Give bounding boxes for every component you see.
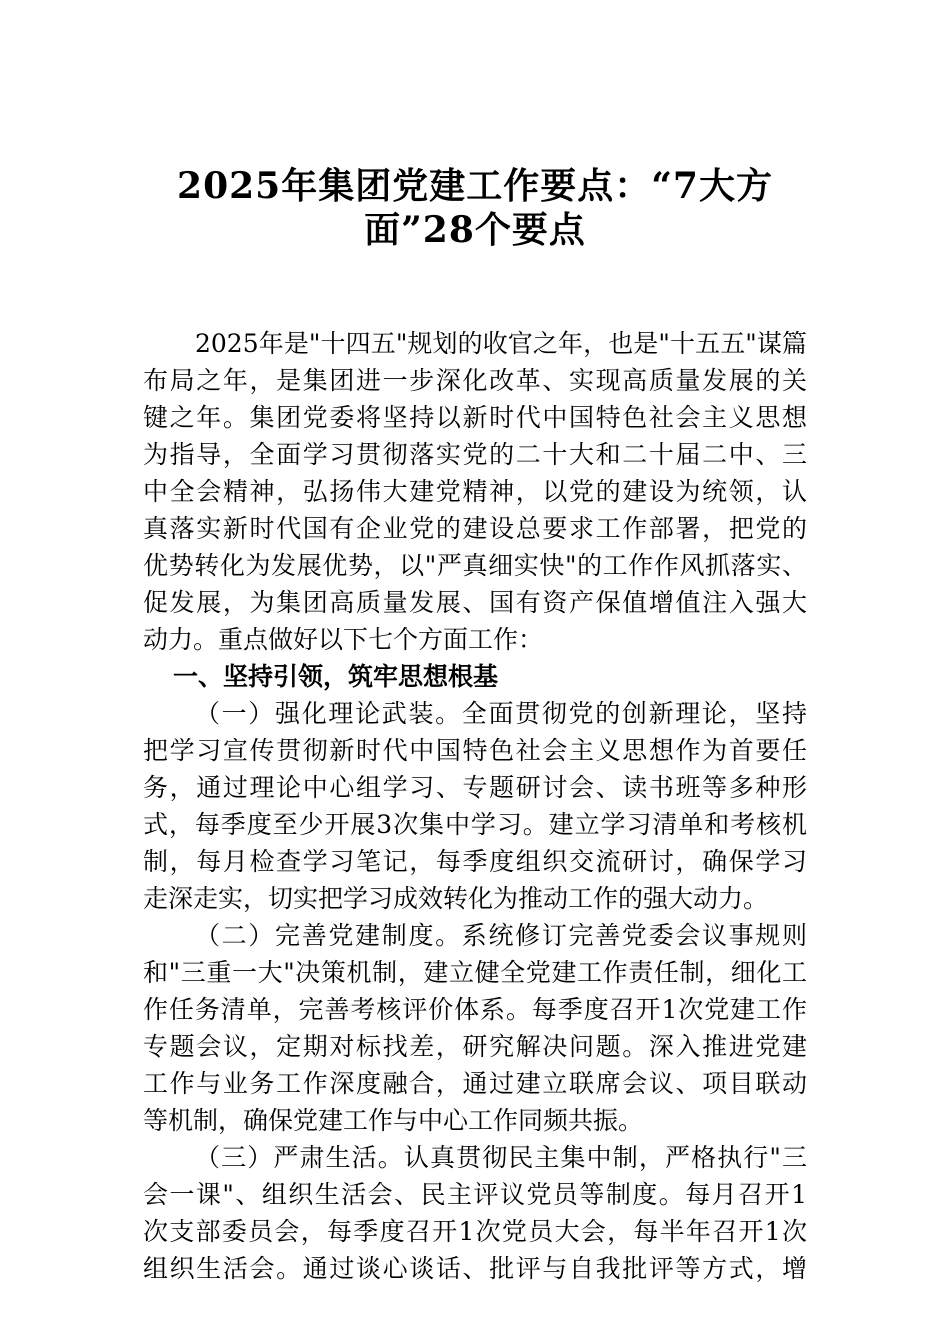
paragraph-line: 作任务清单，完善考核评价体系。每季度召开1次党建工作 bbox=[143, 995, 807, 1024]
paragraph-line: 键之年。集团党委将坚持以新时代中国特色社会主义思想 bbox=[143, 403, 807, 432]
paragraph-line: 专题会议，定期对标找差，研究解决问题。深入推进党建 bbox=[143, 1032, 807, 1061]
paragraph-line: 制，每月检查学习笔记，每季度组织交流研讨，确保学习 bbox=[143, 847, 807, 876]
paragraph-line: 走深走实，切实把学习成效转化为推动工作的强大动力。 bbox=[143, 884, 769, 913]
paragraph-line: 式，每季度至少开展3次集中学习。建立学习清单和考核机 bbox=[143, 810, 807, 839]
paragraph-line: 促发展，为集团高质量发展、国有资产保值增值注入强大 bbox=[143, 588, 807, 617]
document-title-line-1: 2025年集团党建工作要点：“7大方 bbox=[177, 165, 773, 207]
paragraph-line: 务，通过理论中心组学习、专题研讨会、读书班等多种形 bbox=[143, 773, 807, 802]
paragraph-line: 工作与业务工作深度融合，通过建立联席会议、项目联动 bbox=[143, 1069, 807, 1098]
paragraph-line: 中全会精神，弘扬伟大建党精神，以党的建设为统领，认 bbox=[143, 477, 807, 506]
paragraph-line: 动力。重点做好以下七个方面工作： bbox=[143, 625, 544, 654]
document-body bbox=[143, 325, 807, 1287]
paragraph-line: 布局之年，是集团进一步深化改革、实现高质量发展的关 bbox=[143, 366, 807, 395]
document-title-line-2: 面”28个要点 bbox=[364, 209, 586, 251]
paragraph-line: 把学习宣传贯彻新时代中国特色社会主义思想作为首要任 bbox=[143, 736, 807, 765]
paragraph-line: 会一课"、组织生活会、民主评议党员等制度。每月召开1 bbox=[143, 1180, 807, 1209]
paragraph-line: （一）强化理论武装。全面贯彻党的创新理论，坚持 bbox=[195, 699, 807, 728]
section-heading: 一、坚持引领，筑牢思想根基 bbox=[173, 662, 499, 691]
paragraph-line: 优势转化为发展优势，以"严真细实快"的工作作风抓落实、 bbox=[143, 551, 807, 580]
paragraph-line: 2025年是"十四五"规划的收官之年，也是"十五五"谋篇 bbox=[195, 329, 807, 358]
paragraph-line: 和"三重一大"决策机制，建立健全党建工作责任制，细化工 bbox=[143, 958, 807, 987]
paragraph-line: （三）严肃生活。认真贯彻民主集中制，严格执行"三 bbox=[195, 1143, 807, 1172]
paragraph-line: 真落实新时代国有企业党的建设总要求工作部署，把党的 bbox=[143, 514, 807, 543]
paragraph-line: 次支部委员会，每季度召开1次党员大会，每半年召开1次 bbox=[143, 1217, 807, 1246]
paragraph-line: 为指导，全面学习贯彻落实党的二十大和二十届二中、三 bbox=[143, 440, 807, 469]
paragraph-line: 等机制，确保党建工作与中心工作同频共振。 bbox=[143, 1106, 644, 1135]
paragraph-line: （二）完善党建制度。系统修订完善党委会议事规则 bbox=[195, 921, 807, 950]
paragraph-line: 组织生活会。通过谈心谈话、批评与自我批评等方式，增 bbox=[143, 1254, 807, 1283]
